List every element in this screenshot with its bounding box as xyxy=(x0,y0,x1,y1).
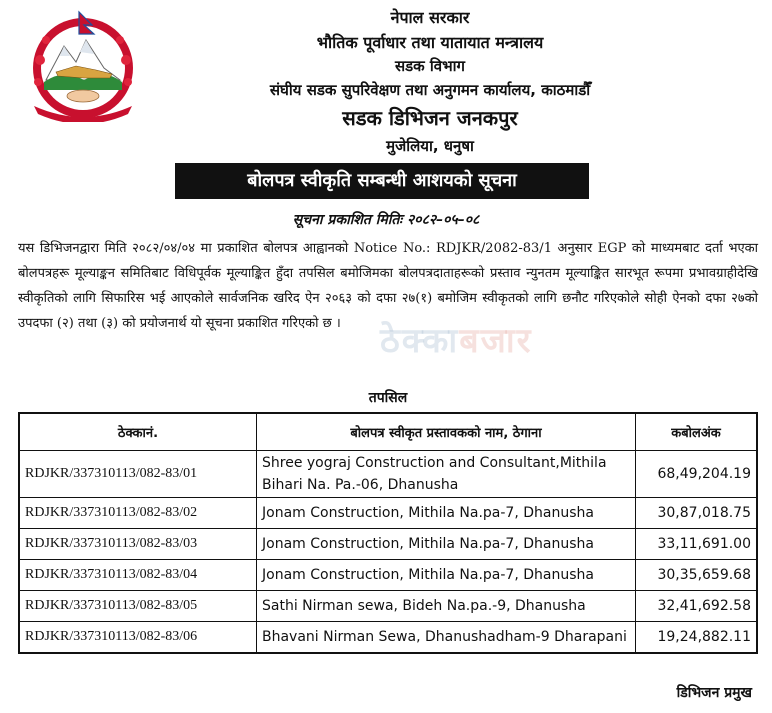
signature-title: डिभिजन प्रमुख xyxy=(676,685,752,701)
bidder-cell: Bhavani Nirman Sewa, Dhanushadham-9 Dharapani xyxy=(257,622,636,654)
header-department: सडक विभाग xyxy=(394,57,465,75)
header-bidder: बोलपत्र स्वीकृत प्रस्तावकको नाम, ठेगाना xyxy=(257,413,636,451)
amount-cell: 19,24,882.11 xyxy=(636,622,758,654)
watermark-part2: बजार xyxy=(459,321,533,361)
bidder-cell: Jonam Construction, Mithila Na.pa-7, Dhanusha xyxy=(257,529,636,560)
amount-cell: 32,41,692.58 xyxy=(636,591,758,622)
table-row xyxy=(19,451,757,498)
contract-no-cell: RDJKR/337310113/082-83/01 xyxy=(19,451,257,498)
watermark xyxy=(380,316,533,362)
contracts-table xyxy=(18,412,758,654)
header-division: सडक डिभिजन जनकपुर xyxy=(342,106,518,130)
amount-cell: 68,49,204.19 xyxy=(636,451,758,498)
table-row xyxy=(19,591,757,622)
bidder-cell: Jonam Construction, Mithila Na.pa-7, Dhanusha xyxy=(257,560,636,591)
bidder-cell: Jonam Construction, Mithila Na.pa-7, Dhanusha xyxy=(257,498,636,529)
table-header-row xyxy=(19,413,757,451)
header-amount: कबोलअंक xyxy=(636,413,758,451)
contract-no-cell: RDJKR/337310113/082-83/06 xyxy=(19,622,257,654)
nepal-emblem-icon xyxy=(24,10,142,122)
published-date: सूचना प्रकाशित मितिः २०८२–०५–०८ xyxy=(292,212,480,228)
notice-title: बोलपत्र स्वीकृति सम्बन्धी आशयको सूचना xyxy=(175,163,589,199)
header-ministry: भौतिक पूर्वाधार तथा यातायात मन्त्रालय xyxy=(316,33,544,52)
header-location: मुजेलिया, धनुषा xyxy=(386,137,474,155)
bidder-cell: Shree yograj Construction and Consultant,Mithila Bihari Na. Pa.-06, Dhanusha xyxy=(257,451,636,498)
header-office: संघीय सडक सुपरिवेक्षण तथा अनुगमन कार्यालय, काठमाडौँ xyxy=(269,81,591,99)
bidder-cell: Sathi Nirman sewa, Bideh Na.pa.-9, Dhanusha xyxy=(257,591,636,622)
contract-no-cell: RDJKR/337310113/082-83/04 xyxy=(19,560,257,591)
contract-no-cell: RDJKR/337310113/082-83/05 xyxy=(19,591,257,622)
contract-no-cell: RDJKR/337310113/082-83/03 xyxy=(19,529,257,560)
notice-body: यस डिभिजनद्वारा मिति २०८२/०४/०४ मा प्रकाशित बोलपत्र आह्वानको Notice No.: RDJKR/2082-83/1 अनुसार EGP को माध्यमबाट दर्ता भएका बोलपत्रहरू मूल्याङ्कन समितिबाट विधिपूर्वक मूल्याङ्कित हुँदा तपसिल बमोजिमका बोलपत्रदाताहरूको प्रस्ताव न्युनतम मूल्याङ्कित सारभूत रूपमा प्रभावग्राहीदेखि स्वीकृतिको लागि सिफारिस भई आएकोले सार्वजनिक खरिद ऐन २०६३ को दफा २७(१) बमोजिम स्वीकृतको लागि छनौट गरिएकोले सोही ऐनको दफा २७को उपदफा (२) तथा (३) को प्रयोजनार्थ यो सूचना प्रकाशित गरिएको छ । xyxy=(18,241,758,331)
table-row xyxy=(19,560,757,591)
table-caption: तपसिल xyxy=(368,390,408,406)
watermark-part1: ठेक्का xyxy=(380,321,460,361)
contract-no-cell: RDJKR/337310113/082-83/02 xyxy=(19,498,257,529)
table-row xyxy=(19,622,757,654)
table-row xyxy=(19,529,757,560)
header-government: नेपाल सरकार xyxy=(390,8,470,27)
table-row xyxy=(19,498,757,529)
amount-cell: 30,87,018.75 xyxy=(636,498,758,529)
amount-cell: 33,11,691.00 xyxy=(636,529,758,560)
amount-cell: 30,35,659.68 xyxy=(636,560,758,591)
header-contract-no: ठेक्कानं. xyxy=(19,413,257,451)
